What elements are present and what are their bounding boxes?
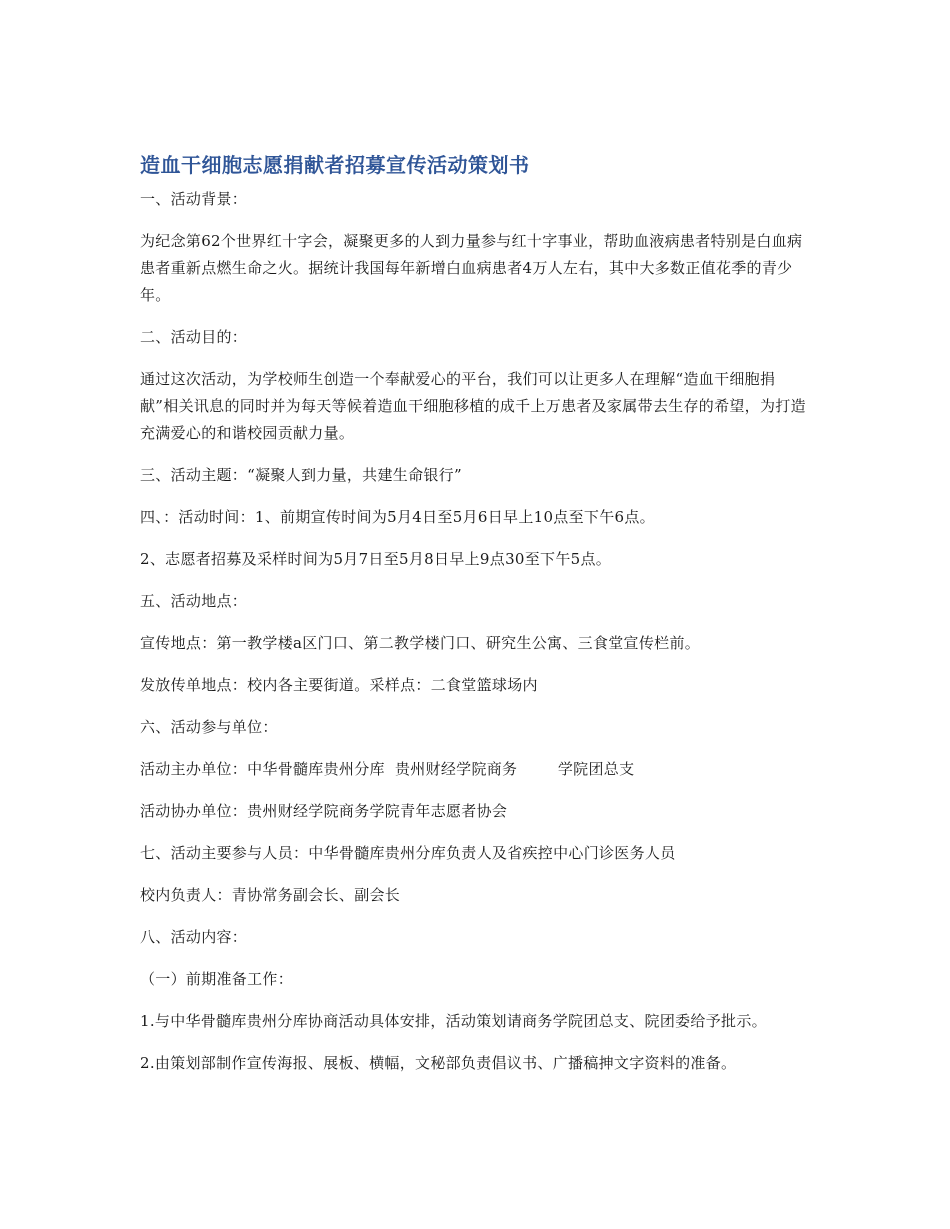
- section-heading-units: 六、活动参与单位：: [140, 718, 278, 736]
- paragraph-co-host-unit: 活动协办单位：贵州财经学院商务学院青年志愿者协会: [140, 802, 508, 820]
- section-heading-background: 一、活动背景：: [140, 190, 248, 208]
- document-page: [140, 150, 810, 1092]
- document-title: 造血干细胞志愿捐献者招募宣传活动策划书: [140, 153, 530, 177]
- paragraph-background: 为纪念第62个世界红十字会，凝聚更多的人到力量参与红十字事业，帮助血液病患者特别是白血病患者重新点燃生命之火。据统计我国每年新增白血病患者4万人左右，其中大多数正值花季的青少年。: [140, 232, 803, 304]
- paragraph-host-unit: 活动主办单位：中华骨髓库贵州分库 贵州财经学院商务 学院团总支: [140, 760, 635, 778]
- paragraph-theme: 三、活动主题：“凝聚人到力量，共建生命银行”: [140, 466, 462, 484]
- section-heading-location: 五、活动地点：: [140, 592, 248, 610]
- paragraph-promo-location: 宣传地点：第一教学楼a区门口、第二教学楼门口、研究生公寓、三食堂宣传栏前。: [140, 634, 701, 652]
- paragraph-participants: 七、活动主要参与人员：中华骨髓库贵州分库负责人及省疾控中心门诊医务人员: [140, 844, 676, 862]
- paragraph-school-lead: 校内负责人：青协常务副会长、副会长: [140, 886, 401, 904]
- paragraph-time-1: 四、：活动时间：1、前期宣传时间为5月4日至5月6日早上10点至下午6点。: [140, 508, 655, 526]
- list-item-preparation-1: 1.与中华骨髓库贵州分库协商活动具体安排，活动策划请商务学院团总支、院团委给予批示。: [140, 1012, 767, 1030]
- subsection-heading-preparation: （一）前期准备工作：: [140, 970, 294, 988]
- paragraph-purpose: 通过这次活动，为学校师生创造一个奉献爱心的平台，我们可以让更多人在理解“造血干细胞捐献”相关讯息的同时并为每天等候着造血干细胞移植的成千上万患者及家属带去生存的希望，为打造充满爱心的和谐校园贡献力量。: [140, 370, 806, 442]
- section-heading-purpose: 二、活动目的：: [140, 328, 248, 346]
- paragraph-time-2: 2、志愿者招募及采样时间为5月7日至5月8日早上9点30至下午5点。: [140, 550, 612, 568]
- paragraph-flyer-location: 发放传单地点：校内各主要街道。采样点：二食堂篮球场内: [140, 676, 538, 694]
- section-heading-content: 八、活动内容：: [140, 928, 248, 946]
- list-item-preparation-2: 2.由策划部制作宣传海报、展板、横幅，文秘部负责倡议书、广播稿抻文字资料的准备。: [140, 1054, 737, 1072]
